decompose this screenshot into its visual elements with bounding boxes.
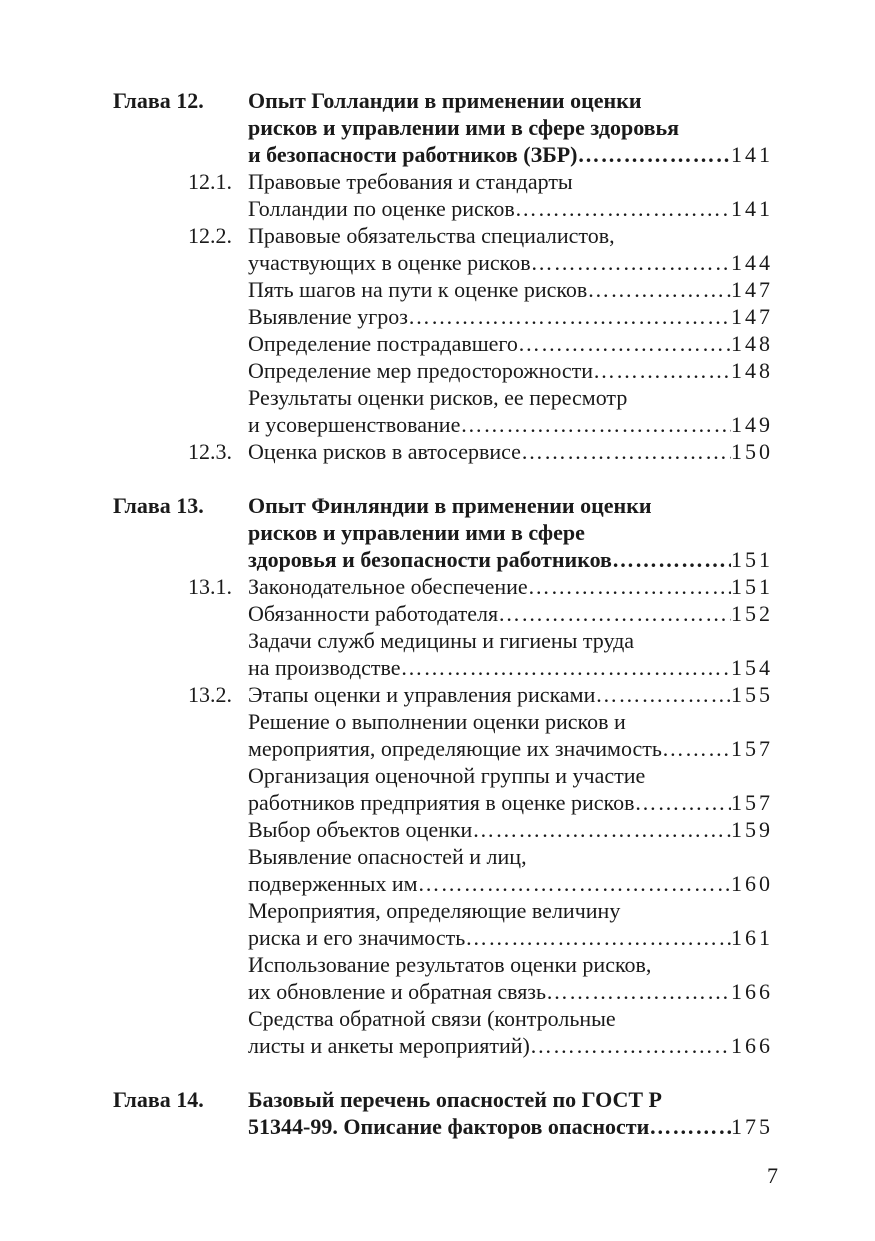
section-13-1-number: 13.1. [188, 574, 232, 599]
chapter-12-title-line-1: Опыт Голландии в применении оценки [248, 88, 642, 113]
leader-dots [528, 573, 731, 600]
section-12-3-number: 12.3. [188, 439, 232, 464]
chapter-12-title-end: и безопасности работников (ЗБР) [248, 142, 578, 167]
section-13-2 [248, 681, 773, 708]
subsection-text: Выявление угроз [248, 304, 408, 329]
page-ref: 166 [731, 1033, 773, 1058]
page-ref: 151 [731, 547, 773, 572]
leader-dots [578, 141, 731, 168]
leader-dots [400, 654, 731, 681]
subsection-five-steps [248, 276, 773, 303]
page-ref: 157 [731, 790, 773, 815]
leader-dots [418, 870, 731, 897]
section-12-2-number: 12.2. [188, 223, 232, 248]
leader-dots [612, 546, 731, 573]
subsection-measures-line-1: Мероприятия, определяющие величину [248, 898, 621, 923]
leader-dots [546, 978, 731, 1005]
subsection-precautions [248, 357, 773, 384]
subsection-text: листы и анкеты мероприятий) [248, 1033, 530, 1058]
chapter-12-title-line-2: рисков и управлении ими в сфере здоровья [248, 115, 680, 140]
subsection-text: риска и его значимость [248, 925, 466, 950]
chapter-13-label: Глава 13. [113, 493, 204, 518]
chapter-12-label: Глава 12. [113, 88, 204, 113]
subsection-text: Определение пострадавшего [248, 331, 518, 356]
leader-dots [587, 276, 731, 303]
page-ref: 159 [731, 817, 773, 842]
subsection-feedback-line-2 [248, 1032, 773, 1059]
leader-dots [595, 681, 731, 708]
leader-dots [531, 249, 731, 276]
section-12-1-line-1: Правовые требования и стандарты [248, 169, 573, 194]
page-ref: 160 [731, 871, 773, 896]
subsection-feedback-line-1: Средства обратной связи (контрольные [248, 1006, 616, 1031]
subsection-usage-line-2 [248, 978, 773, 1005]
section-12-3-text: Оценка рисков в автосервисе [248, 439, 521, 464]
subsection-victim [248, 330, 773, 357]
section-13-1 [248, 573, 773, 600]
leader-dots [498, 600, 731, 627]
subsection-medical-line-1: Задачи служб медицины и гигиены труда [248, 628, 635, 653]
chapter-14-label: Глава 14. [113, 1087, 204, 1112]
page-ref: 166 [731, 979, 773, 1004]
page-ref: 144 [731, 250, 773, 275]
chapter-13-title-end: здоровья и безопасности работников [248, 547, 612, 572]
leader-dots [530, 1032, 731, 1059]
page-ref: 141 [731, 142, 773, 167]
page-ref: 157 [731, 736, 773, 761]
leader-dots [465, 924, 731, 951]
page-ref: 147 [731, 304, 773, 329]
page-ref: 152 [731, 601, 773, 626]
section-12-2-text: участвующих в оценке рисков [248, 250, 531, 275]
subsection-usage-line-1: Использование результатов оценки рисков, [248, 952, 652, 977]
subsection-text: на производстве [248, 655, 401, 680]
page-ref: 149 [731, 412, 773, 437]
chapter-14-title-line-1: Базовый перечень опасностей по ГОСТ Р [248, 1087, 662, 1112]
subsection-text: Выбор объектов оценки [248, 817, 473, 842]
page-ref: 150 [731, 439, 773, 464]
chapter-13-title-line-3 [248, 546, 773, 573]
leader-dots [521, 438, 731, 465]
page-ref: 147 [731, 277, 773, 302]
subsection-results-line-2 [248, 411, 773, 438]
leader-dots [408, 303, 731, 330]
leader-dots [472, 816, 731, 843]
leader-dots [515, 195, 731, 222]
leader-dots [460, 411, 731, 438]
subsection-text: Пять шагов на пути к оценке рисков [248, 277, 588, 302]
subsection-text: мероприятия, определяющие их значимость [248, 736, 662, 761]
section-12-1-number: 12.1. [188, 169, 232, 194]
subsection-team-line-2 [248, 789, 773, 816]
chapter-13-title-line-1: Опыт Финляндии в применении оценки [248, 493, 652, 518]
chapter-14-title-line-2 [248, 1113, 773, 1140]
subsection-team-line-1: Организация оценочной группы и участие [248, 763, 646, 788]
leader-dots [649, 1113, 731, 1140]
subsection-text: Обязанности работодателя [248, 601, 499, 626]
section-12-3 [248, 438, 773, 465]
page-ref: 151 [731, 574, 773, 599]
leader-dots [518, 330, 731, 357]
leader-dots [662, 735, 731, 762]
subsection-text: работников предприятия в оценке рисков [248, 790, 635, 815]
section-13-2-text: Этапы оценки и управления рисками [248, 682, 596, 707]
section-12-1-line-2 [248, 195, 773, 222]
section-12-1-text: Голландии по оценке рисков [248, 196, 515, 221]
subsection-measures-line-2 [248, 924, 773, 951]
subsection-objects [248, 816, 773, 843]
subsection-text: и усовершенствование [248, 412, 461, 437]
subsection-medical-line-2 [248, 654, 773, 681]
page-ref: 161 [731, 925, 773, 950]
page-ref: 148 [731, 358, 773, 383]
page-ref: 155 [731, 682, 773, 707]
subsection-text: их обновление и обратная связь [248, 979, 547, 1004]
chapter-14-title-end: 51344-99. Описание факторов опасности [248, 1114, 650, 1139]
section-13-1-text: Законодательное обеспечение [248, 574, 528, 599]
subsection-text: Определение мер предосторожности [248, 358, 594, 383]
chapter-13-title-line-2: рисков и управлении ими в сфере [248, 520, 585, 545]
leader-dots [593, 357, 731, 384]
subsection-hazards-line-1: Выявление опасностей и лиц, [248, 844, 527, 869]
subsection-results-line-1: Результаты оценки рисков, ее пересмотр [248, 385, 628, 410]
page-ref: 141 [731, 196, 773, 221]
section-13-2-number: 13.2. [188, 682, 232, 707]
leader-dots [635, 789, 731, 816]
page-number: 7 [767, 1163, 778, 1188]
subsection-employer-duties [248, 600, 773, 627]
subsection-hazards-line-2 [248, 870, 773, 897]
chapter-12-title-line-3 [248, 141, 773, 168]
subsection-decision-line-1: Решение о выполнении оценки рисков и [248, 709, 626, 734]
page-ref: 148 [731, 331, 773, 356]
section-12-2-line-2 [248, 249, 773, 276]
section-12-2-line-1: Правовые обязательства специалистов, [248, 223, 615, 248]
subsection-threats [248, 303, 773, 330]
page-ref: 154 [731, 655, 773, 680]
subsection-text: подверженных им [248, 871, 418, 896]
page-ref: 175 [731, 1114, 773, 1139]
subsection-decision-line-2 [248, 735, 773, 762]
